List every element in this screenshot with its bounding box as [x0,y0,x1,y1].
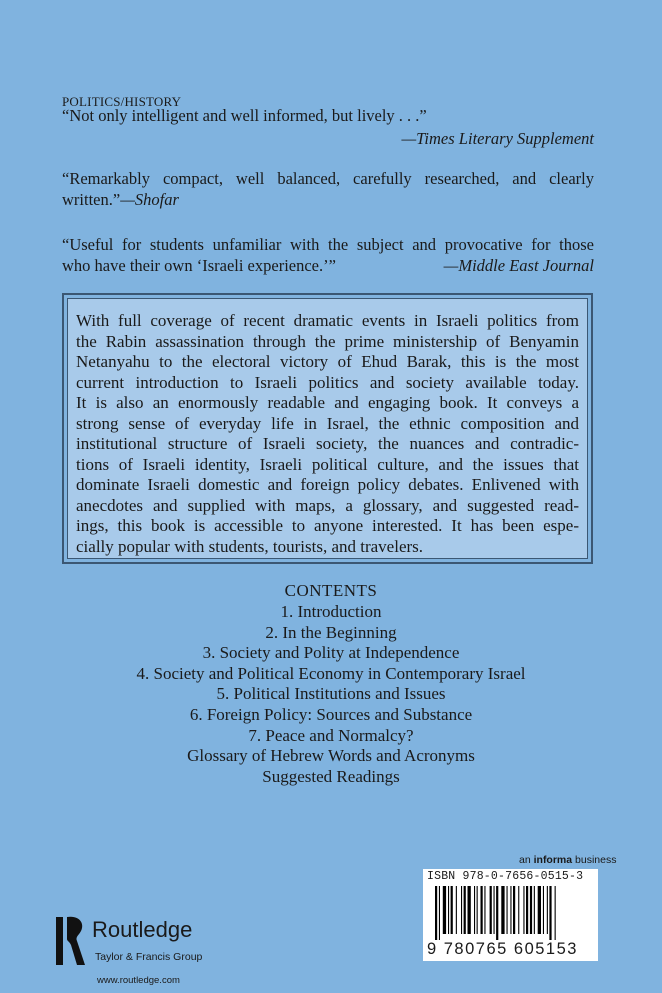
barcode-bar [547,886,548,934]
review-quote-end [62,255,594,276]
review-quote: “Not only intelligent and well informed, but lively . . .” [62,106,427,125]
isbn-barcode [423,869,598,961]
barcode-bar [451,886,453,934]
publisher-group: Taylor & Francis Group [95,951,203,963]
barcode-bar [549,886,551,940]
review-source: —Middle East Journal [443,256,594,275]
review-quote: “Remarkably compact, well balanced, carefully researched, and clearly [62,169,594,188]
description-line: strong sense of everyday life in Israel, the ethnic composition and [76,413,579,433]
contents [0,580,662,787]
routledge-logo-icon [55,915,89,967]
informa-post: business [572,854,617,866]
barcode-bar [456,886,457,934]
contents-item: 7. Peace and Normalcy? [248,725,414,745]
contents-item: Suggested Readings [262,766,400,786]
barcode-bar [555,886,556,940]
barcode-bar [481,886,483,934]
publisher-url[interactable]: www.routledge.com [97,975,180,986]
ean-number: 9 780765 605153 [427,940,578,958]
barcode-bar [523,886,524,934]
contents-item: 5. Political Institutions and Issues [216,684,446,704]
review-quote: “Useful for students unfamiliar with the subject and provocative for those [62,235,594,254]
description-line: It is also an enormously readable and engaging book. It conveys a [76,393,579,412]
barcode-bar [448,886,449,934]
barcode-bar [501,886,504,934]
informa-tagline [519,854,616,867]
barcode-bar [494,886,495,934]
review-quote: who have their own ‘Israeli experience.’” [62,256,336,275]
informa-brand: informa [533,854,573,866]
contents-item: 3. Society and Polity at Independence [202,643,460,663]
barcode-bar [490,886,492,934]
description-text [67,298,588,559]
barcode-bar [543,886,544,934]
review-source-line [62,128,594,149]
contents-item: 1. Introduction [280,602,382,621]
description-line: the Rabin assassination through the prime ministership of Benyamin [76,331,579,351]
contents-item: 6. Foreign Policy: Sources and Substance [189,704,473,724]
barcode-bar [443,886,446,934]
barcode-bar [461,886,462,934]
description-line: dominate Israeli domestic and foreign policy debates. Enlivened with [76,475,579,494]
barcode-bar [513,886,515,934]
barcode-bar [538,886,541,934]
description-box [62,293,593,564]
contents-heading: CONTENTS [284,581,378,600]
barcode-bar [474,886,475,934]
isbn-text: ISBN 978-0-7656-0515-3 [427,870,584,883]
publisher-name: Routledge [92,917,193,942]
contents-item: Glossary of Hebrew Words and Acronyms [187,746,475,766]
barcode-bars [435,886,595,940]
description-line: anecdotes and supplied with maps, a glossary, and suggested read- [76,495,579,515]
description-line: cially popular with students, tourists, and travelers. [76,536,424,556]
barcode-bar [518,886,519,934]
description-line: Netanyahu to the electoral victory of Ehud Barak, this is the most [76,352,579,371]
barcode-bar [439,886,440,940]
barcode-bar [526,886,528,934]
barcode-bar [468,886,471,934]
informa-pre: an [519,854,534,866]
review-quote: written.” [62,190,121,209]
barcode-bar [496,886,498,940]
review-1 [62,105,594,149]
contents-list [0,602,662,787]
review-source: —Times Literary Supplement [401,129,594,148]
description-line: institutional structure of Israeli society, the nuances and contradic- [76,434,579,453]
review-2 [62,168,594,210]
barcode-bar [435,886,437,940]
description-line: current introduction to Israeli politics and society available today. [76,372,579,392]
contents-item: 2. In the Beginning [265,622,397,642]
contents-item: 4. Society and Political Economy in Contemporary Israel [136,663,526,683]
barcode-bar [530,886,532,934]
barcode-bar [464,886,466,934]
barcode-bar [510,886,511,934]
barcode-bar [507,886,508,934]
review-source: —Shofar [120,190,179,209]
description-line: tions of Israeli identity, Israeli political culture, and the issues that [76,454,579,474]
barcode-bar [477,886,478,934]
review-quote-end [62,189,594,210]
category-label: POLITICS/HISTORY [62,94,182,109]
description-line: With full coverage of recent dramatic events in Israeli politics from [76,311,579,330]
description-line: ings, this book is accessible to anyone interested. It has been espe- [76,516,579,535]
barcode-bar [534,886,535,934]
review-3 [62,234,594,276]
barcode-bar [484,886,485,934]
